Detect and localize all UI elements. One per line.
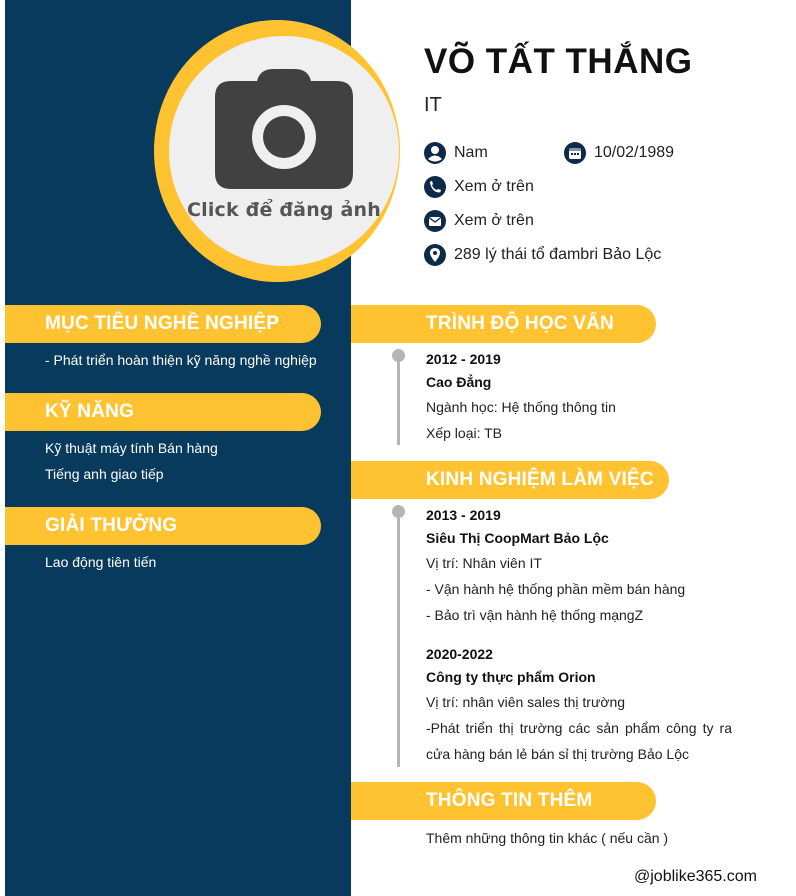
phone-value: Xem ở trên (454, 178, 534, 195)
section-education-title: TRÌNH ĐỘ HỌC VẤN (351, 305, 656, 343)
exp-line: - Bảo trì vận hành hệ thống mạngZ (426, 607, 644, 623)
address-value: 289 lý thái tổ đambri Bảo Lộc (454, 246, 662, 263)
section-extra-title: THÔNG TIN THÊM (351, 782, 656, 820)
timeline-dot (392, 349, 405, 362)
extra-text: Thêm những thông tin khác ( nếu cần ) (426, 830, 669, 846)
birthday-value: 10/02/1989 (594, 144, 675, 161)
objective-text: - Phát triển hoàn thiện kỹ năng nghề nghiệp (45, 352, 317, 368)
calendar-icon (564, 142, 586, 164)
mail-icon (424, 210, 446, 232)
edu-period: 2012 - 2019 (426, 351, 501, 367)
gender-value: Nam (454, 144, 488, 161)
info-address (424, 244, 661, 266)
timeline-line (397, 511, 400, 767)
job-position: IT (424, 94, 442, 116)
info-birthday (564, 142, 674, 164)
phone-icon (424, 176, 446, 198)
exp-line: cửa hàng bán lẻ bán sỉ thị trường Bảo Lộc (426, 746, 689, 762)
section-experience-title: KINH NGHIỆM LÀM VIỆC (351, 461, 669, 499)
exp-line: - Vận hành hệ thống phần mềm bán hàng (426, 581, 686, 597)
camera-icon (215, 69, 353, 189)
skill-item: Kỹ thuật máy tính Bán hàng (45, 440, 218, 456)
photo-upload[interactable] (169, 36, 399, 266)
location-icon (424, 244, 446, 266)
timeline-line (397, 355, 400, 445)
exp-period: 2013 - 2019 (426, 507, 501, 523)
exp-role: Vị trí: nhân viên sales thị trường (426, 694, 626, 710)
info-phone (424, 176, 534, 198)
user-icon (424, 142, 446, 164)
info-gender (424, 142, 488, 164)
full-name: VÕ TẤT THẮNG (424, 42, 693, 81)
edu-school: Cao Đẳng (426, 374, 492, 390)
exp-company: Siêu Thị CoopMart Bảo Lộc (426, 530, 609, 546)
exp-period: 2020-2022 (426, 646, 493, 662)
edu-major: Ngành học: Hệ thống thông tin (426, 399, 616, 415)
footer-brand: @joblike365.com (634, 868, 757, 885)
upload-label: Click để đăng ảnh (186, 199, 382, 221)
awards-text: Lao động tiên tiến (45, 554, 157, 570)
email-value: Xem ở trên (454, 212, 534, 229)
section-awards-title: GIẢI THƯỞNG (5, 507, 321, 545)
exp-line: -Phát triển thị trường các sản phẩm công ty ra (426, 720, 732, 736)
edu-grade: Xếp loại: TB (426, 425, 503, 441)
exp-company: Công ty thực phẩm Orion (426, 669, 596, 685)
section-skills-title: KỸ NĂNG (5, 393, 321, 431)
timeline-dot (392, 505, 405, 518)
exp-role: Vị trí: Nhân viên IT (426, 555, 542, 571)
section-objective-title: MỤC TIÊU NGHỀ NGHIỆP (5, 305, 321, 343)
info-email (424, 210, 534, 232)
skill-item: Tiếng anh giao tiếp (45, 466, 164, 482)
